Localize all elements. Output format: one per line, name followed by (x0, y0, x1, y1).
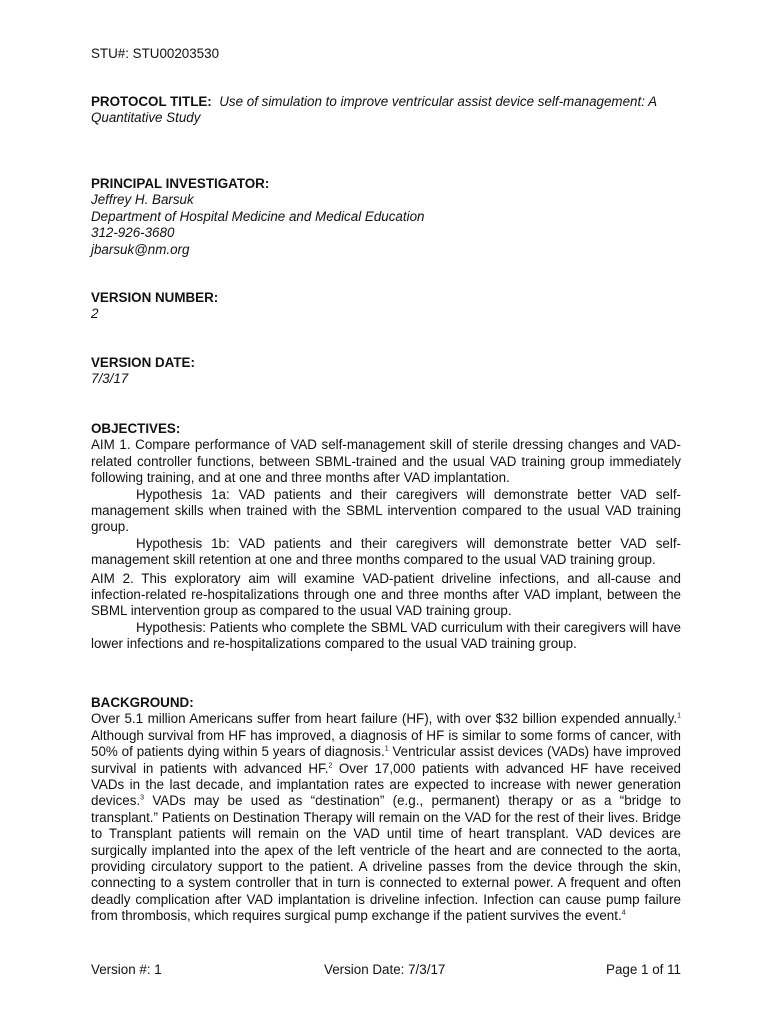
protocol-title-block (91, 94, 681, 127)
version-number-value: 2 (91, 306, 99, 322)
citation-ref: 4 (621, 909, 626, 917)
version-date-label: VERSION DATE: (91, 355, 195, 370)
objectives-section (91, 421, 681, 653)
investigator-department: Department of Hospital Medicine and Medical Education (91, 208, 425, 224)
protocol-title-label: PROTOCOL TITLE: (91, 94, 212, 109)
investigator-block (91, 176, 681, 258)
citation-ref: 1 (677, 712, 681, 720)
version-date-value: 7/3/17 (91, 371, 129, 387)
stu-number: STU#: STU00203530 (91, 46, 220, 61)
version-number-label: VERSION NUMBER: (91, 290, 219, 305)
citation-ref: 3 (140, 794, 145, 802)
background-label: BACKGROUND: (91, 695, 194, 710)
hypothesis-2: Hypothesis: Patients who complete the SBML VAD curriculum with their caregivers will have lower infections and re-hospitalizations compared to the usual VAD training group. (91, 619, 681, 652)
footer-version-date: Version Date: 7/3/17 (324, 962, 446, 977)
hypothesis-1b: Hypothesis 1b: VAD patients and their caregivers will demonstrate better VAD self-management skill retention at one and three months compared to the usual VAD training group. (91, 535, 681, 568)
version-number-block (91, 290, 681, 323)
aim-2: AIM 2. This exploratory aim will examine VAD-patient driveline infections, and all-cause and infection-related re-hospitalizations through one and three months after VAD implant, between the SBML intervention group as compared to the usual VAD training group. (91, 570, 681, 619)
citation-ref: 1 (384, 745, 389, 753)
background-paragraph: Over 5.1 million Americans suffer from heart failure (HF), with over $32 billion expended annually.$^1$ Although survival from HF has improved, a diagnosis of HF is similar to some forms of cancer, with 50% of patients dying within 5 years of diagnosis.$^1$ Ventricular assist devices (VADs) have improved survival in patients with advanced HF.$^2$ Over 17,000 patients with advanced HF have received VADs in the last decade, and implantation rates are expected to increase with newer generation devices.$^3$ VADs may be used as “destination” (e.g., permanent) therapy or as a “bridge to transplant.” Patients on Destination Therapy will remain on the VAD for the rest of their lives. Bridge to Transplant patients will remain on the VAD until time of heart transplant. VAD devices are surgically implanted into the apex of the left ventricle of the heart and are connected to the aorta, providing circulatory support to the patient. A driveline passes from the device through the skin, connecting to a system controller that in turn is connected to external power. A frequent and often deadly complication after VAD implantation is driveline infection. Infection can cause pump failure from thrombosis, which requires surgical pump exchange if the patient survives the event.$^4$ (91, 711, 681, 924)
investigator-name: Jeffrey H. Barsuk (91, 192, 194, 208)
protocol-title: Use of simulation to improve ventricular assist device self-management: A Quantitative Study (91, 94, 657, 126)
hypothesis-1a: Hypothesis 1a: VAD patients and their caregivers will demonstrate better VAD self-management skills when trained with the SBML intervention compared to the usual VAD training group. (91, 486, 681, 535)
citation-ref: 2 (328, 762, 333, 770)
investigator-label: PRINCIPAL INVESTIGATOR: (91, 176, 270, 191)
objectives-label: OBJECTIVES: (91, 421, 181, 436)
version-date-block (91, 355, 681, 388)
investigator-phone: 312-926-3680 (91, 225, 175, 241)
document-page (91, 0, 681, 1024)
footer-version: Version #: 1 (91, 962, 162, 977)
investigator-email: jbarsuk@nm.org (91, 241, 190, 257)
page-footer (91, 962, 681, 978)
aim-1: AIM 1. Compare performance of VAD self-management skill of sterile dressing changes and VAD-related controller functions, between SBML-trained and the usual VAD training group immediately following training, and at one and three months after VAD implantation. (91, 437, 681, 486)
footer-page-number: Page 1 of 11 (606, 962, 681, 977)
background-section (91, 695, 681, 925)
